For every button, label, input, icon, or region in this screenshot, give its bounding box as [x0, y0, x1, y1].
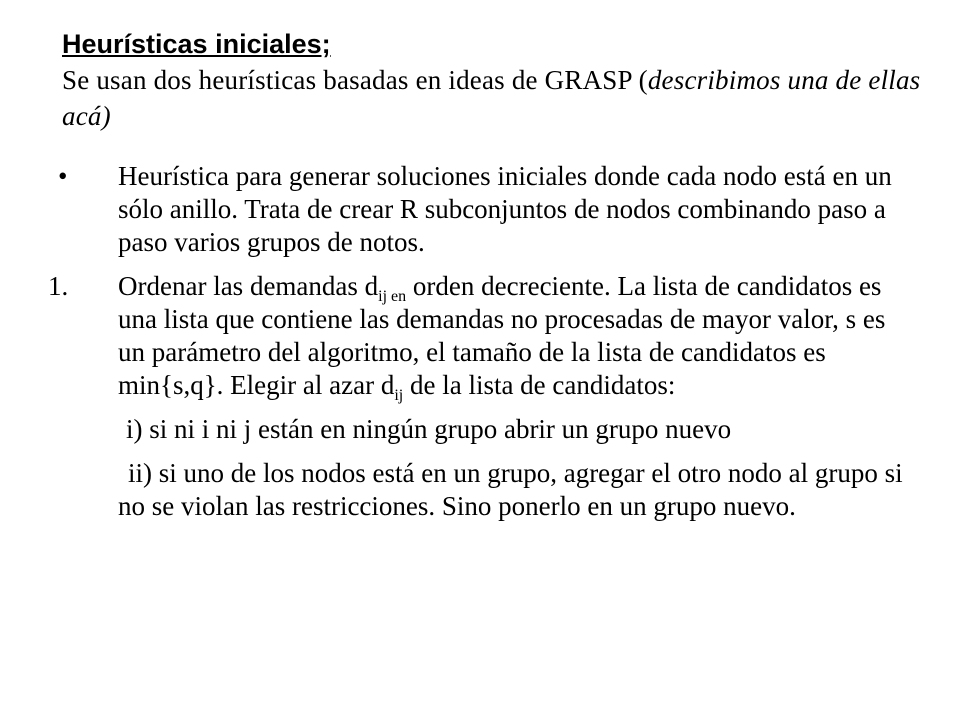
step1-text-part1: Ordenar las demandas d	[118, 271, 379, 301]
numbered-item-1	[48, 270, 918, 402]
bullet-item	[48, 160, 918, 259]
slide-title: Heurísticas iniciales;	[62, 29, 331, 59]
bullet-text: Heurística para generar soluciones iniciales donde cada nodo está en un sólo anillo. Trata de crear R subconjuntos de nodos combinando paso a paso varios grupos de notos.	[118, 161, 892, 257]
case-i-line: i) si ni i ni j están en ningún grupo abrir un grupo nuevo	[126, 414, 732, 444]
step1-subscript-1: ij en	[378, 288, 407, 305]
slide-subtitle	[62, 62, 922, 134]
step1-text-part2: orden decreciente. La lista de candidatos es una lista que contiene las demandas no procesadas de mayor valor, s es un parámetro del algoritmo, el tamaño de la lista de candidatos es min{s,q}. Elegir al azar d	[118, 271, 886, 400]
slide-body	[48, 160, 918, 534]
step1-subscript-2: ij	[394, 387, 404, 404]
subtitle-normal: Se usan dos heurísticas basadas en ideas de GRASP (	[62, 65, 648, 95]
subtitle-italic: describimos una de ellas acá)	[62, 65, 921, 131]
case-ii-line: ii) si uno de los nodos está en un grupo, agregar el otro nodo al grupo si no se violan las restricciones. Sino ponerlo en un grupo nuevo.	[118, 458, 903, 521]
bullet-marker: •	[58, 161, 68, 191]
step1-text-part3: de la lista de candidatos:	[403, 370, 676, 400]
number-marker: 1.	[48, 271, 69, 301]
title-block	[62, 26, 922, 134]
